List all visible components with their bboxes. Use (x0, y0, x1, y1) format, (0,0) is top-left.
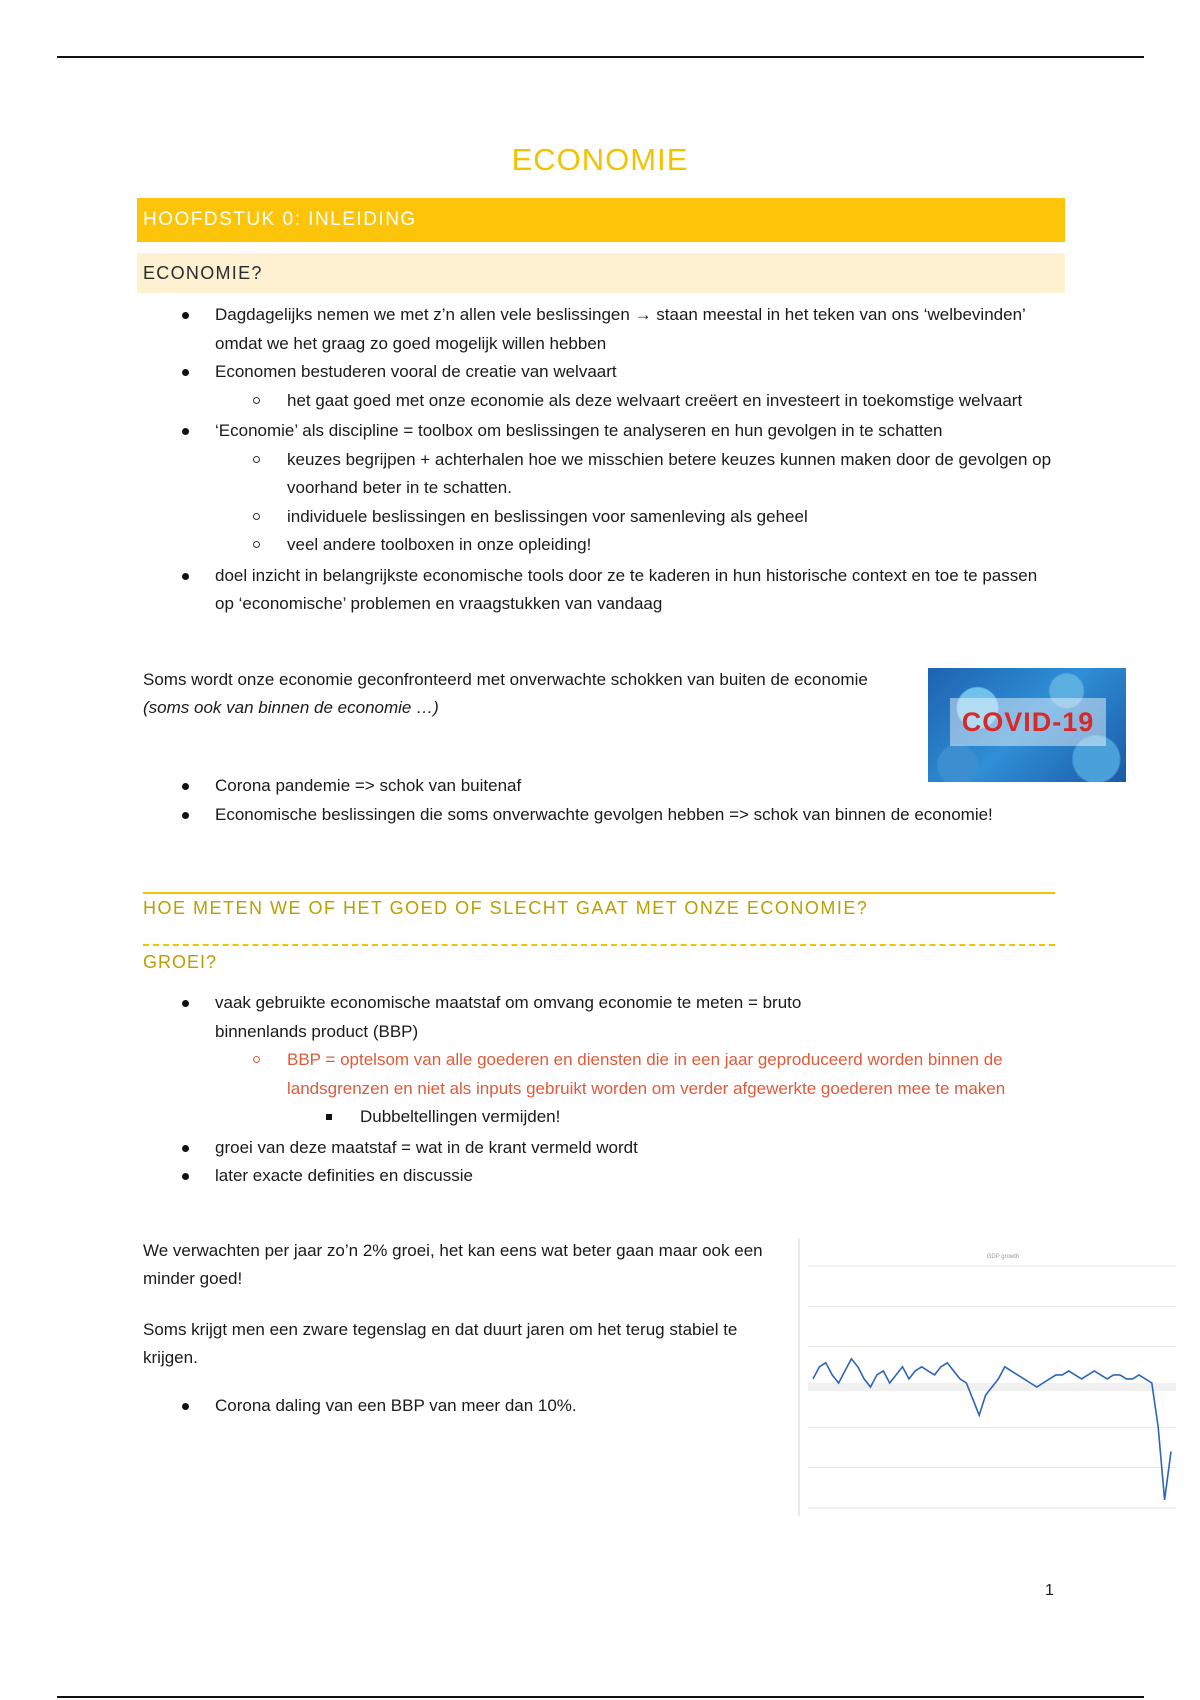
covid-image (928, 668, 1126, 782)
bullet-dot-icon (182, 1173, 189, 1180)
list-item: doel inzicht in belangrijkste economische tools door ze te kaderen in hun historische context en toe te passen op ‘economische’ problemen en vraagstukken van vandaag (180, 562, 1060, 619)
list-item: Dagdagelijks nemen we met z’n allen vele beslissingen → staan meestal in het teken van ons ‘welbevinden’ omdat we het graag zo goed mogelijk willen hebben (180, 301, 1060, 358)
document-title: ECONOMIE (511, 142, 689, 177)
shock-bullet-list (180, 772, 1060, 829)
bullet-dot-icon (182, 1145, 189, 1152)
bullet-dot-icon (182, 369, 189, 376)
bullet-circle-icon (253, 513, 260, 520)
list-item: Economen bestuderen vooral de creatie van welvaart (180, 358, 1060, 387)
section-divider (143, 892, 1055, 894)
bullet-dot-icon (182, 812, 189, 819)
bullet-dot-icon (182, 312, 189, 319)
list-item: ‘Economie’ als discipline = toolbox om beslissingen te analyseren en hun gevolgen in te schatten (180, 417, 1060, 446)
list-item: vaak gebruikte economische maatstaf om omvang economie te meten = bruto binnenlands product (BBP) (180, 989, 835, 1046)
list-item: keuzes begrijpen + achterhalen hoe we misschien betere keuzes kunnen maken door de gevolgen op voorhand beter in te schatten. (180, 446, 1060, 503)
bullet-circle-icon (253, 541, 260, 548)
growth-paragraph-1: We verwachten per jaar zo’n 2% groei, het kan eens wat beter gaan maar ook een minder goed! (143, 1241, 763, 1288)
bullet-dot-icon (182, 1000, 189, 1007)
section-heading-measure: HOE METEN WE OF HET GOED OF SLECHT GAAT MET ONZE ECONOMIE? (143, 898, 869, 918)
subsection-divider (143, 944, 1055, 946)
list-item: individuele beslissingen en beslissingen voor samenleving als geheel (180, 503, 1060, 532)
top-rule (57, 56, 1144, 58)
list-item: later exacte definities en discussie (180, 1162, 1060, 1191)
list-item: Economische beslissingen die soms onverwachte gevolgen hebben => schok van binnen de economie! (180, 801, 1060, 830)
bullet-dot-icon (182, 428, 189, 435)
section-heading-economie: ECONOMIE? (137, 253, 1065, 293)
intro-bullet-list (180, 301, 1060, 619)
list-item: Corona daling van een BBP van meer dan 10%. (180, 1392, 1060, 1421)
bullet-circle-icon (253, 456, 260, 463)
subsection-heading-groei: GROEI? (143, 952, 218, 972)
chapter-heading: HOOFDSTUK 0: INLEIDING (137, 198, 1065, 242)
bullet-circle-icon (253, 1056, 260, 1063)
bullet-circle-icon (253, 397, 260, 404)
shock-paragraph: Soms wordt onze economie geconfronteerd met onverwachte schokken van buiten de economie (soms ook van binnen de economie …) (143, 670, 868, 717)
bottom-rule (57, 1696, 1144, 1698)
chart-title: GDP growth (986, 1254, 1020, 1260)
growth-paragraph-2: Soms krijgt men een zware tegenslag en dat duurt jaren om het terug stabiel te krijgen. (143, 1320, 738, 1367)
list-item: BBP = optelsom van alle goederen en diensten die in een jaar geproduceerd worden binnen de landsgrenzen en niet als inputs gebruikt worden om verder afgewerkte goederen mee te maken (180, 1046, 1060, 1103)
covid-label: COVID-19 (950, 698, 1106, 746)
list-item: groei van deze maatstaf = wat in de krant vermeld wordt (180, 1134, 1060, 1163)
bullet-square-icon (326, 1114, 332, 1120)
bullet-dot-icon (182, 1403, 189, 1410)
gdp-growth-chart (796, 1238, 1181, 1516)
list-item: Corona pandemie => schok van buitenaf (180, 772, 1060, 801)
bullet-dot-icon (182, 573, 189, 580)
bullet-dot-icon (182, 783, 189, 790)
page-number: 1 (1045, 1582, 1054, 1599)
growth-bullet-list (180, 989, 1060, 1191)
list-item: Dubbeltellingen vermijden! (180, 1103, 1060, 1132)
list-item: veel andere toolboxen in onze opleiding! (180, 531, 1060, 560)
list-item: het gaat goed met onze economie als deze welvaart creëert en investeert in toekomstige welvaart (180, 387, 1060, 416)
